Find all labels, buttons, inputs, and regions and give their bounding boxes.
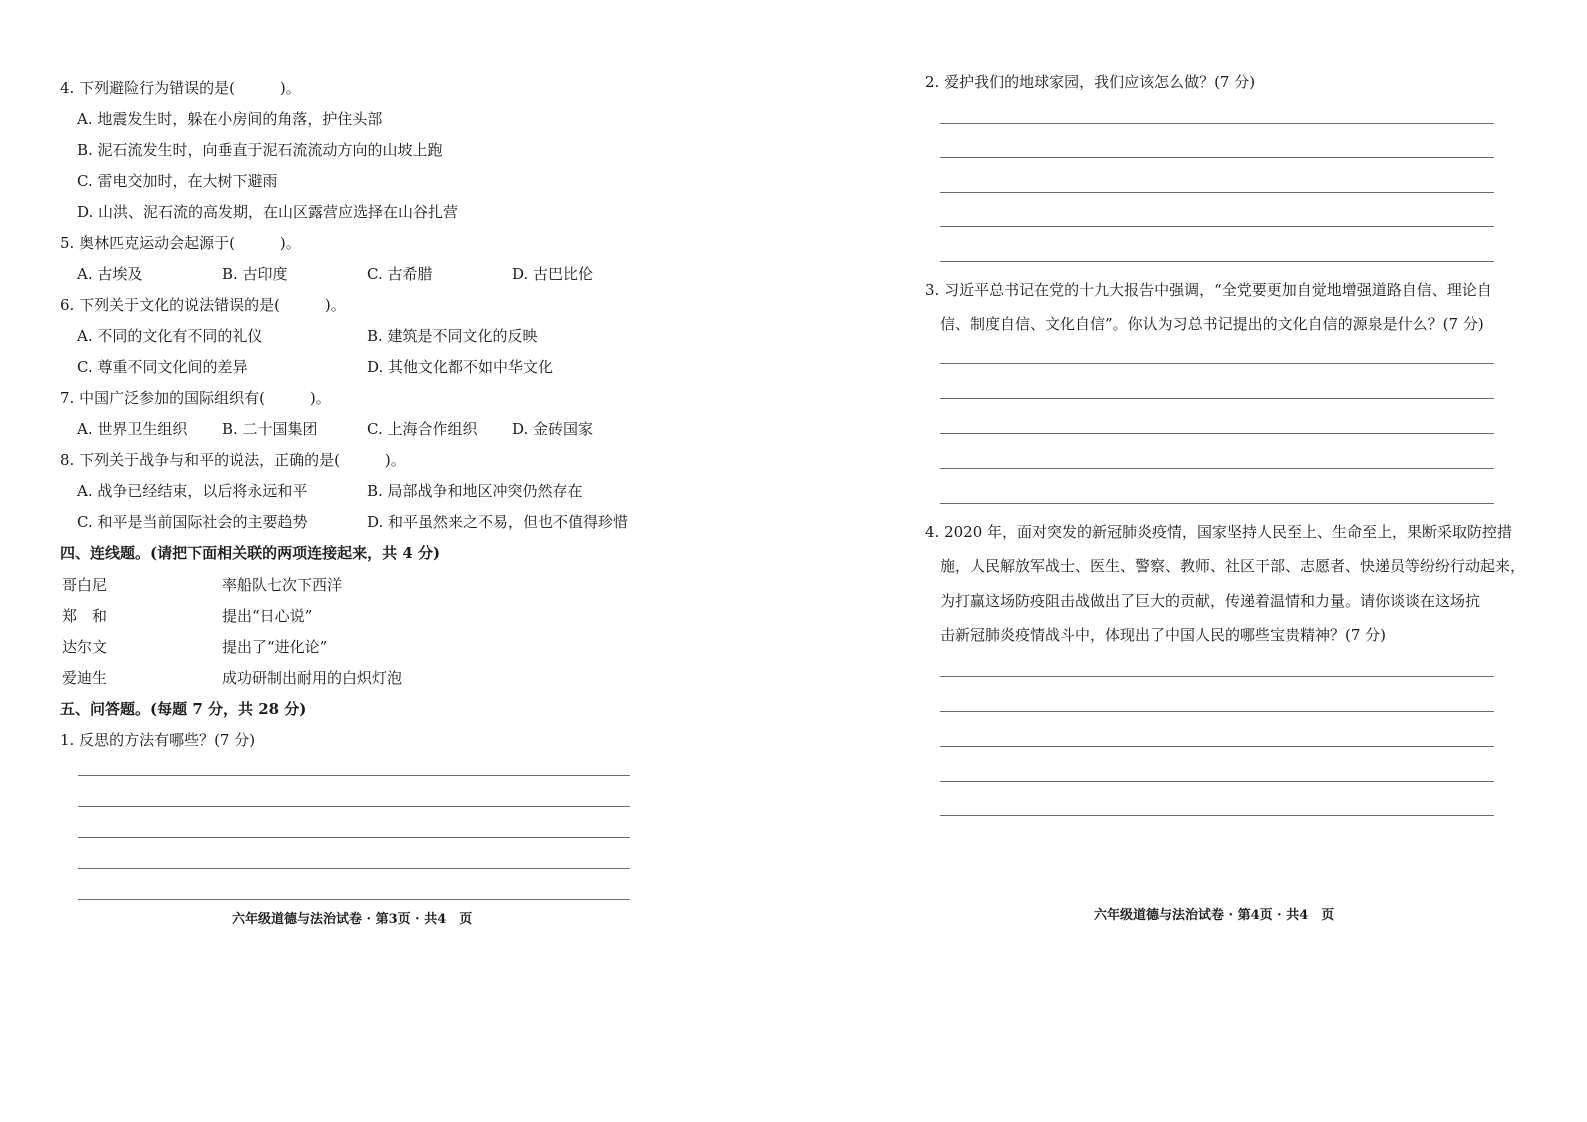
essay-question-2: 2. 爱护我们的地球家园，我们应该怎么做？(7 分) (925, 73, 1256, 91)
question-6-option-a: A. 不同的文化有不同的礼仪 (77, 327, 263, 345)
question-4-option-d: D. 山洪、泥石流的高发期，在山区露营应选择在山谷扎营 (77, 203, 459, 221)
matching-left-item: 哥白尼 (62, 576, 108, 594)
answer-line[interactable] (940, 123, 1494, 124)
answer-line[interactable] (78, 806, 630, 807)
answer-line[interactable] (940, 226, 1494, 227)
section-4-heading: 四、连线题。(请把下面相关联的两项连接起来，共 4 分) (60, 544, 441, 562)
answer-line[interactable] (78, 775, 630, 776)
answer-line[interactable] (940, 433, 1494, 434)
question-8-option-b: B. 局部战争和地区冲突仍然存在 (367, 482, 583, 500)
answer-line[interactable] (940, 157, 1494, 158)
answer-line[interactable] (940, 781, 1494, 782)
answer-line[interactable] (78, 899, 630, 900)
answer-line[interactable] (940, 468, 1494, 469)
essay-question-4-line: 4. 2020 年，面对突发的新冠肺炎疫情，国家坚持人民至上、生命至上，果断采取防控措 (925, 523, 1513, 541)
page-footer: 六年级道德与法治试卷 · 第3页 · 共4 页 (232, 912, 473, 927)
question-4-option-a: A. 地震发生时，躲在小房间的角落，护住头部 (77, 110, 383, 128)
answer-line[interactable] (940, 503, 1494, 504)
question-7-option-c: C. 上海合作组织 (367, 420, 478, 438)
question-8-option-a: A. 战争已经结束，以后将永远和平 (77, 482, 308, 500)
exam-page-4 (900, 0, 1587, 1122)
question-8-option-d: D. 和平虽然来之不易，但也不值得珍惜 (367, 513, 629, 531)
answer-line[interactable] (940, 815, 1494, 816)
essay-question-1: 1. 反思的方法有哪些？(7 分) (60, 731, 256, 749)
question-7-option-a: A. 世界卫生组织 (77, 420, 188, 438)
question-5-option-c: C. 古希腊 (367, 265, 433, 283)
question-7-stem: 7. 中国广泛参加的国际组织有( )。 (60, 389, 331, 407)
question-6-option-b: B. 建筑是不同文化的反映 (367, 327, 538, 345)
question-7-option-b: B. 二十国集团 (222, 420, 318, 438)
question-6-option-d: D. 其他文化都不如中华文化 (367, 358, 554, 376)
matching-left-item: 爱迪生 (62, 669, 108, 687)
answer-line[interactable] (940, 746, 1494, 747)
question-5-option-d: D. 古巴比伦 (512, 265, 594, 283)
answer-line[interactable] (940, 261, 1494, 262)
matching-left-item: 郑 和 (62, 607, 108, 625)
matching-left-item: 达尔文 (62, 638, 108, 656)
question-8-option-c: C. 和平是当前国际社会的主要趋势 (77, 513, 308, 531)
essay-question-3-line: 信、制度自信、文化自信”。你认为习总书记提出的文化自信的源泉是什么？(7 分) (940, 315, 1484, 333)
question-4-option-c: C. 雷电交加时，在大树下避雨 (77, 172, 278, 190)
question-5-stem: 5. 奥林匹克运动会起源于( )。 (60, 234, 301, 252)
matching-right-item: 率船队七次下西洋 (222, 576, 343, 594)
answer-line[interactable] (940, 711, 1494, 712)
matching-right-item: 提出“日心说” (222, 607, 313, 625)
essay-question-4-line: 为打赢这场防疫阻击战做出了巨大的贡献，传递着温情和力量。请你谈谈在这场抗 (940, 592, 1481, 610)
essay-question-4-line: 击新冠肺炎疫情战斗中，体现出了中国人民的哪些宝贵精神？(7 分) (940, 626, 1387, 644)
answer-line[interactable] (940, 363, 1494, 364)
answer-line[interactable] (78, 868, 630, 869)
question-4-option-b: B. 泥石流发生时，向垂直于泥石流流动方向的山坡上跑 (77, 141, 443, 159)
essay-question-4-line: 施，人民解放军战士、医生、警察、教师、社区干部、志愿者、快递员等纷纷行动起来， (940, 557, 1526, 575)
question-6-option-c: C. 尊重不同文化间的差异 (77, 358, 248, 376)
essay-question-3-line: 3. 习近平总书记在党的十九大报告中强调，“全党要更加自觉地增强道路自信、理论自 (925, 281, 1492, 299)
question-5-option-b: B. 古印度 (222, 265, 288, 283)
answer-line[interactable] (940, 398, 1494, 399)
matching-right-item: 成功研制出耐用的白炽灯泡 (222, 669, 403, 687)
page-footer: 六年级道德与法治试卷 · 第4页 · 共4 页 (1094, 908, 1335, 923)
section-5-heading: 五、问答题。(每题 7 分，共 28 分) (60, 700, 307, 718)
matching-right-item: 提出了“进化论” (222, 638, 328, 656)
question-5-option-a: A. 古埃及 (77, 265, 143, 283)
question-4-stem: 4. 下列避险行为错误的是( )。 (60, 79, 301, 97)
answer-line[interactable] (940, 192, 1494, 193)
answer-line[interactable] (940, 676, 1494, 677)
question-6-stem: 6. 下列关于文化的说法错误的是( )。 (60, 296, 346, 314)
exam-page-3 (0, 0, 680, 1122)
answer-line[interactable] (78, 837, 630, 838)
question-7-option-d: D. 金砖国家 (512, 420, 594, 438)
question-8-stem: 8. 下列关于战争与和平的说法，正确的是( )。 (60, 451, 406, 469)
